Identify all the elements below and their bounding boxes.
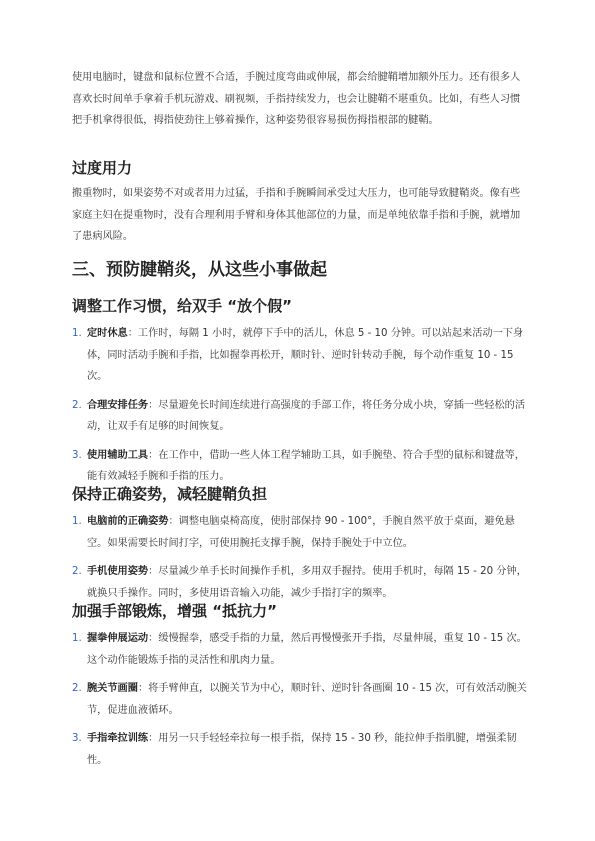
item-label: 合理安排任务 [87, 399, 149, 411]
posture-list [72, 511, 528, 604]
exercise-list [72, 628, 528, 771]
item-number: 3. [72, 449, 82, 461]
item-label: 握拳伸展运动 [87, 633, 149, 644]
item-number: 1. [72, 633, 82, 644]
item-label: 手机使用姿势 [87, 566, 149, 577]
section-3-heading: 三、预防腱鞘炎，从这些小事做起 [72, 260, 327, 280]
item-label: 使用辅助工具 [87, 449, 149, 461]
item-text: ：缓慢握拳，感受手指的力量，然后再慢慢张开手指，尽量伸展，重复 10 - 15 次。这个动作能锻炼手指的灵活性和肌肉力量。 [87, 633, 527, 666]
item-label: 腕关节画圈 [87, 683, 138, 694]
item-number: 2. [72, 399, 82, 411]
habits-list [72, 323, 528, 488]
list-item [72, 678, 528, 721]
item-text: ：尽量减少单手长时间操作手机，多用双手握持。使用手机时，每隔 15 - 20 分钟，就换只手操作。同时，多使用语音输入功能，减少手指打字的频率。 [87, 566, 527, 599]
item-label: 定时休息 [87, 328, 128, 339]
force-paragraph: 搬重物时，如果姿势不对或者用力过猛，手指和手腕瞬间承受过大压力，也可能导致腱鞘炎。像有些家庭主妇在提重物时，没有合理利用手臂和身体其他部位的力量，而是单纯依靠手指和手腕，就增加了患病风险。 [72, 188, 521, 242]
item-number: 2. [72, 683, 82, 694]
item-label: 电脑前的正确姿势 [87, 516, 169, 527]
list-item [72, 511, 528, 554]
list-item [72, 561, 528, 604]
list-item [72, 628, 528, 671]
list-item [72, 395, 528, 438]
force-heading: 过度用力 [72, 159, 133, 177]
item-text: ：工作时，每隔 1 小时，就停下手中的活儿，休息 5 - 10 分钟。可以站起来活动一下身体，同时活动手腕和手指，比如握拳再松开，顺时针、逆时针转动手腕，每个动作重复 10 - 15 次。 [87, 328, 524, 382]
item-label: 手指牵拉训练 [87, 733, 149, 744]
item-number: 3. [72, 733, 82, 744]
item-text: ：调整电脑桌椅高度，使肘部保持 90 - 100°，手腕自然平放于桌面，避免悬空。如果需要长时间打字，可使用腕托支撑手腕，保持手腕处于中立位。 [87, 516, 515, 549]
item-text: ：在工作中，借助一些人体工程学辅助工具，如手腕垫、符合手型的鼠标和键盘等，能有效减轻手腕和手指的压力。 [87, 449, 526, 482]
list-item [72, 728, 528, 771]
list-item [72, 445, 528, 488]
item-number: 1. [72, 516, 82, 527]
item-text: ：用另一只手轻轻牵拉每一根手指，保持 15 - 30 秒，能拉伸手指肌腱，增强柔韧性。 [87, 733, 517, 766]
habits-heading: 调整工作习惯，给双手 “放个假” [72, 297, 292, 315]
item-text: ：将手臂伸直，以腕关节为中心，顺时针、逆时针各画圈 10 - 15 次，可有效活动腕关节，促进血液循环。 [87, 683, 527, 716]
posture-heading: 保持正确姿势，减轻腱鞘负担 [72, 485, 268, 503]
item-number: 2. [72, 566, 82, 577]
exercise-heading: 加强手部锻炼，增强 “抵抗力” [72, 602, 277, 620]
item-number: 1. [72, 328, 82, 339]
item-text: ：尽量避免长时间连续进行高强度的手部工作，将任务分成小块，穿插一些轻松的活动，让双手有足够的时间恢复。 [87, 399, 526, 432]
list-item [72, 323, 528, 388]
intro-paragraph: 使用电脑时，键盘和鼠标位置不合适，手腕过度弯曲或伸展，都会给腱鞘增加额外压力。还有很多人喜欢长时间单手拿着手机玩游戏、刷视频，手指持续发力，也会让腱鞘不堪重负。比如，有些人习惯把手机拿得很低，拇指使劲往上够着操作，这种姿势很容易损伤拇指根部的腱鞘。 [72, 72, 521, 126]
